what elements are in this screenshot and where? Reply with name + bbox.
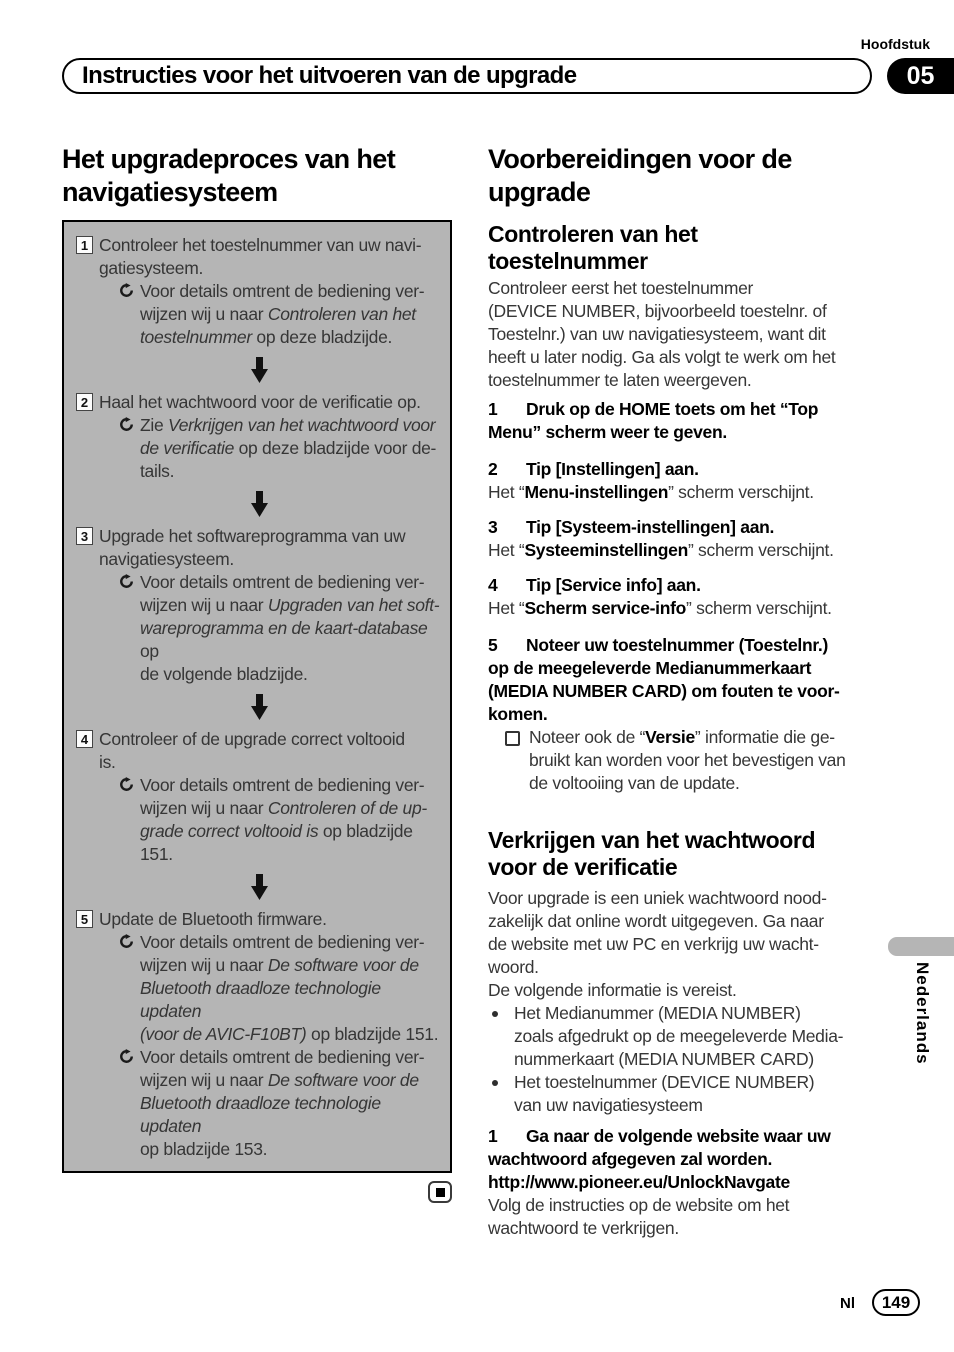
- end-of-section-square: [436, 1188, 445, 1197]
- end-of-section-icon: [428, 1181, 452, 1203]
- step-number-box: 3: [76, 527, 93, 545]
- password-required-line: De volgende informatie is vereist.: [488, 980, 737, 1000]
- crossref-arrow-icon: [119, 777, 134, 866]
- down-arrow-icon: [76, 874, 442, 900]
- process-step-3: [76, 525, 442, 686]
- device-number-intro: Controleer eerst het toestelnummer (DEVICE NUMBER, bijvoorbeeld toestelnr. of Toestelnr.) van uw navigatiesysteem, want dit heeft u later nodig. Ga als volgt te werk om het toestelnummer te laten weergeven.: [488, 278, 836, 390]
- down-arrow-icon: [76, 694, 442, 720]
- process-step-1: [76, 234, 442, 349]
- language-tab-label: Nederlands: [913, 962, 932, 1065]
- step-text: Haal het wachtwoord voor de verificatie op.: [99, 392, 421, 412]
- left-column: [62, 143, 452, 1203]
- page-number: 149: [881, 1292, 911, 1312]
- instruction-step-2: 2 Tip [Instellingen] aan.: [488, 459, 699, 479]
- list-item: [488, 1071, 880, 1117]
- instruction-step-1: 1 Druk op de HOME toets om het “Top Menu” scherm weer te geven.: [488, 399, 819, 442]
- note: [505, 726, 880, 795]
- cross-reference-text: Voor details omtrent de bediening ver- wijzen wij u naar Controleren van het toestelnummer op deze bladzijde.: [140, 281, 425, 347]
- language-tab-marker: [888, 937, 954, 956]
- cross-reference: [119, 931, 442, 1046]
- down-arrow-icon: [76, 491, 442, 517]
- cross-reference-text: Zie Verkrijgen van het wachtwoord voor de verificatie op deze bladzijde voor de- tails.: [140, 415, 437, 481]
- cross-reference-text: Voor details omtrent de bediening ver- wijzen wij u naar De software voor de Bluetooth draadloze technologie updaten op bladzijde 153.: [140, 1047, 425, 1159]
- page-title-bar: [62, 58, 872, 94]
- subsection-heading-password: Verkrijgen van het wachtwoord voor de verificatie: [488, 827, 816, 880]
- step-result: Het “Scherm service-info” scherm verschijnt.: [488, 598, 832, 618]
- crossref-arrow-icon: [119, 574, 134, 686]
- process-overview-box: [62, 220, 452, 1173]
- list-item: [488, 1002, 880, 1071]
- step-number-box: 5: [76, 910, 93, 928]
- step-number-box: 4: [76, 730, 93, 748]
- process-step-5: [76, 908, 442, 1161]
- website-follow-up: Volg de instructies op de website om het wachtwoord te verkrijgen.: [488, 1195, 790, 1238]
- footer-language-code: Nl: [840, 1295, 855, 1312]
- instruction-step-3: 3 Tip [Systeem-instellingen] aan.: [488, 517, 775, 537]
- note-text: Noteer ook de “Versie” informatie die ge- bruikt kan worden voor het bevestigen van de voltooiing van de update.: [529, 727, 846, 793]
- list-item-text: Het Medianummer (MEDIA NUMBER) zoals afgedrukt op de meegeleverde Media- nummerkaart (MEDIA NUMBER CARD): [514, 1003, 844, 1069]
- section-heading-preparations: Voorbereidingen voor de upgrade: [488, 144, 792, 207]
- chapter-number-badge: [887, 58, 954, 94]
- subsection-heading-device-number: Controleren van het toestelnummer: [488, 221, 698, 274]
- note-square-icon: [505, 731, 520, 746]
- bullet-icon: [492, 1011, 498, 1017]
- crossref-arrow-icon: [119, 1049, 134, 1161]
- bullet-icon: [492, 1080, 498, 1086]
- process-step-2: [76, 391, 442, 483]
- process-step-4: [76, 728, 442, 866]
- cross-reference: [119, 280, 442, 349]
- cross-reference-text: Voor details omtrent de bediening ver- wijzen wij u naar Upgraden van het soft- wareprogramma en de kaart-database op de volgende bladzijde.: [140, 572, 440, 684]
- crossref-arrow-icon: [119, 934, 134, 1046]
- step-text: Controleer of de upgrade correct voltooid is.: [99, 729, 405, 772]
- cross-reference-text: Voor details omtrent de bediening ver- wijzen wij u naar Controleren of de up- grade correct voltooid is op bladzijde 151.: [140, 775, 427, 864]
- step-text: Update de Bluetooth firmware.: [99, 909, 327, 929]
- crossref-arrow-icon: [119, 283, 134, 349]
- cross-reference-text: Voor details omtrent de bediening ver- wijzen wij u naar De software voor de Bluetooth draadloze technologie updaten (voor de AVIC-F10BT) op bladzijde 151.: [140, 932, 439, 1044]
- chapter-number: 05: [906, 61, 935, 90]
- step-result: Het “Menu-instellingen” scherm verschijnt.: [488, 482, 814, 502]
- page-number-badge: [872, 1289, 920, 1316]
- step-number-box: 1: [76, 236, 93, 254]
- step-text: Controleer het toestelnummer van uw navi- gatiesysteem.: [99, 235, 422, 278]
- chapter-label: Hoofdstuk: [860, 36, 930, 52]
- cross-reference: [119, 774, 442, 866]
- cross-reference: [119, 1046, 442, 1161]
- step-text: Upgrade het softwareprogramma van uw navigatiesysteem.: [99, 526, 406, 569]
- cross-reference: [119, 571, 442, 686]
- password-intro: Voor upgrade is een uniek wachtwoord nood- zakelijk dat online wordt uitgegeven. Ga naar de website met uw PC en verkrijg uw wacht- woord.: [488, 888, 827, 977]
- instruction-step-4: 4 Tip [Service info] aan.: [488, 575, 701, 595]
- list-item-text: Het toestelnummer (DEVICE NUMBER) van uw navigatiesysteem: [514, 1072, 815, 1115]
- instruction-step-5: 5 Noteer uw toestelnummer (Toestelnr.) op de meegeleverde Medianummerkaart (MEDIA NUMBER CARD) om fouten te voor- komen.: [488, 635, 840, 724]
- cross-reference: [119, 414, 442, 483]
- section-heading-upgrade-process: Het upgradeproces van het navigatiesysteem: [62, 144, 396, 207]
- website-step: 1 Ga naar de volgende website waar uw wachtwoord afgegeven zal worden. http://www.pioneer.eu/UnlockNavgate: [488, 1126, 831, 1192]
- right-column: [488, 143, 880, 1240]
- step-number-box: 2: [76, 393, 93, 411]
- crossref-arrow-icon: [119, 417, 134, 483]
- down-arrow-icon: [76, 357, 442, 383]
- step-result: Het “Systeeminstellingen” scherm verschijnt.: [488, 540, 834, 560]
- page-title: Instructies voor het uitvoeren van de upgrade: [82, 62, 577, 89]
